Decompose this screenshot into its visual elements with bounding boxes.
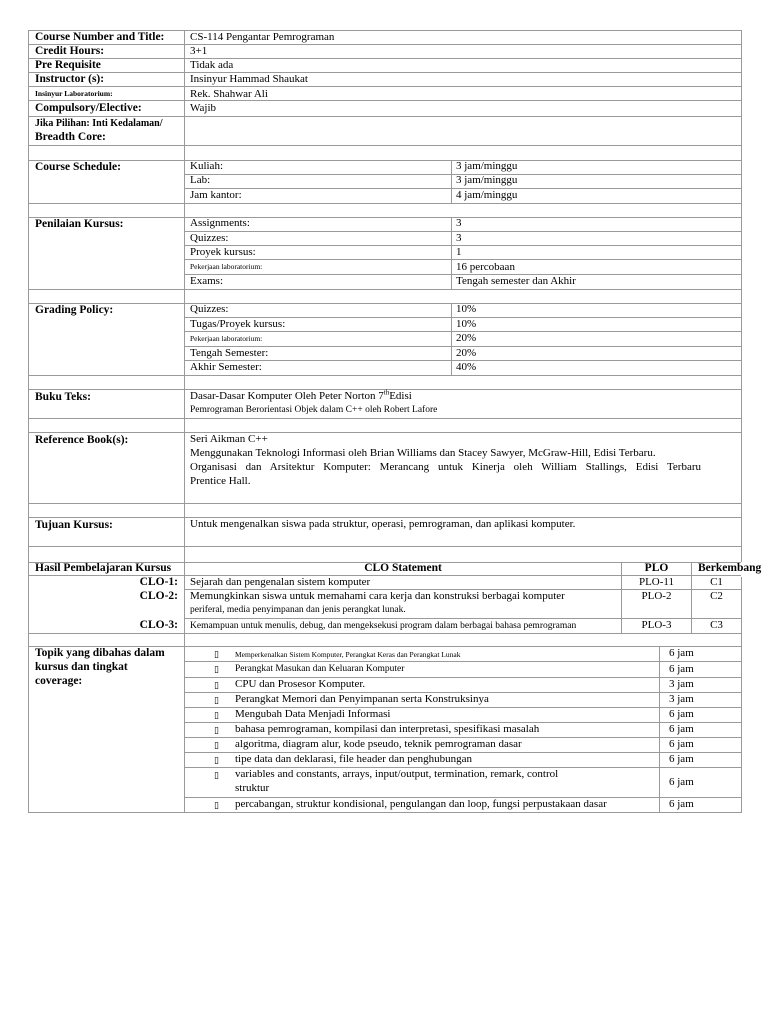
topic-hours: 6 jam — [669, 798, 694, 810]
topic-text: bahasa pemrograman, kompilasi dan interpretasi, spesifikasi masalah — [235, 723, 540, 735]
instructor-value: Insinyur Hammad Shaukat — [190, 73, 308, 85]
textbook-line1-tail: Edisi — [389, 390, 412, 402]
topic-hours: 3 jam — [669, 693, 694, 705]
topic-text: Perangkat Masukan dan Keluaran Komputer — [235, 664, 405, 674]
clo-level: C2 — [710, 590, 723, 602]
topics-label-line2: kursus dan tingkat — [35, 661, 128, 673]
textbook-line1 — [190, 390, 412, 403]
clo-header-level: Berkembang — [698, 562, 762, 574]
assessment-item: Quizzes: — [190, 232, 229, 244]
grading-item: Pekerjaan laboratorium: — [190, 334, 263, 343]
clo-id: CLO-1: — [139, 576, 178, 588]
checkbox-bullet-icon: ▯ — [214, 680, 219, 690]
course-objective-value: Untuk mengenalkan siswa pada struktur, operasi, pemrograman, dan aplikasi komputer. — [190, 518, 576, 530]
topic-hours: 6 jam — [669, 776, 694, 788]
topic-text: tipe data dan deklarasi, file header dan penghubungan — [235, 753, 473, 765]
clo-statement-line2: periferal, media penyimpanan dan jenis perangkat lunak. — [190, 605, 406, 615]
topic-hours: 6 jam — [669, 708, 694, 720]
grading-value: 20% — [456, 347, 477, 359]
topic-hours: 3 jam — [669, 678, 694, 690]
grading-item: Tugas/Proyek kursus: — [190, 318, 286, 330]
schedule-item: Jam kantor: — [190, 189, 242, 201]
course-objective-label: Tujuan Kursus: — [35, 519, 113, 531]
checkbox-bullet-icon: ▯ — [214, 770, 219, 780]
assessment-value: Tengah semester dan Akhir — [456, 275, 576, 287]
reference-line: Prentice Hall. — [190, 475, 251, 487]
clo-header-statement: CLO Statement — [364, 562, 442, 574]
topic-text: CPU dan Prosesor Komputer. — [235, 678, 366, 690]
topic-text: Mengubah Data Menjadi Informasi — [235, 708, 391, 720]
topic-hours: 6 jam — [669, 753, 694, 765]
topic-text: algoritma, diagram alur, kode pseudo, teknik pemrograman dasar — [235, 738, 522, 750]
clo-plo: PLO-2 — [641, 590, 672, 602]
reference-books-label: Reference Book(s): — [35, 434, 129, 446]
clo-level: C1 — [710, 576, 723, 588]
reference-line: Organisasi dan Arsitektur Komputer: Merancang untuk Kinerja oleh William Stallings, Edisi Terbaru — [190, 461, 701, 473]
reference-line: Menggunakan Teknologi Informasi oleh Brian Williams dan Stacey Sawyer, McGraw-Hill, Edisi Terbaru. — [190, 447, 656, 459]
grading-item: Tengah Semester: — [190, 347, 269, 359]
topic-text-line2: struktur — [235, 782, 270, 794]
topic-text: variables and constants, arrays, input/output, termination, remark, control — [235, 768, 559, 780]
lab-instructor-value: Rek. Shahwar Ali — [190, 88, 268, 100]
grading-value: 40% — [456, 361, 477, 373]
schedule-item: Kuliah: — [190, 160, 223, 172]
schedule-item: Lab: — [190, 174, 211, 186]
pre-requisite-value: Tidak ada — [190, 59, 234, 71]
clo-statement: Memungkinkan siswa untuk memahami cara kerja dan konstruksi berbagai komputer — [190, 590, 565, 602]
assessment-label: Penilaian Kursus: — [35, 218, 124, 230]
clo-statement: Kemampuan untuk menulis, debug, dan mengeksekusi program dalam berbagai bahasa pemrograman — [190, 621, 577, 631]
assessment-value: 1 — [456, 246, 462, 258]
checkbox-bullet-icon: ▯ — [214, 649, 219, 659]
schedule-value: 4 jam/minggu — [456, 189, 518, 201]
checkbox-bullet-icon: ▯ — [214, 755, 219, 765]
clo-section-label: Hasil Pembelajaran Kursus — [35, 562, 172, 574]
textbook-label: Buku Teks: — [35, 391, 91, 403]
topics-label-line3: coverage: — [35, 675, 83, 687]
clo-id: CLO-3: — [139, 619, 178, 631]
checkbox-bullet-icon: ▯ — [214, 710, 219, 720]
assessment-item: Assignments: — [190, 217, 250, 229]
lab-instructor-label: Insinyur Laboratorium: — [35, 89, 113, 98]
checkbox-bullet-icon: ▯ — [214, 740, 219, 750]
grading-item: Quizzes: — [190, 303, 229, 315]
pre-requisite-label: Pre Requisite — [35, 59, 101, 71]
credit-hours-value: 3+1 — [190, 45, 208, 57]
grading-policy-label: Grading Policy: — [35, 304, 114, 316]
compulsory-value: Wajib — [190, 102, 216, 114]
assessment-item: Proyek kursus: — [190, 246, 256, 258]
elective-core-label-line2: Breadth Core: — [35, 131, 106, 143]
clo-header-plo: PLO — [644, 562, 669, 574]
topic-hours: 6 jam — [669, 738, 694, 750]
topic-text: Memperkenalkan Sistem Komputer, Perangkat Keras dan Perangkat Lunak — [235, 650, 461, 659]
checkbox-bullet-icon: ▯ — [214, 725, 219, 735]
clo-id: CLO-2: — [139, 590, 178, 602]
checkbox-bullet-icon: ▯ — [214, 800, 219, 810]
assessment-value: 16 percobaan — [456, 261, 515, 273]
topic-hours: 6 jam — [669, 663, 694, 675]
assessment-value: 3 — [456, 232, 462, 244]
textbook-line1-text: Dasar-Dasar Komputer Oleh Peter Norton 7 — [190, 390, 384, 402]
compulsory-label: Compulsory/Elective: — [35, 102, 142, 114]
schedule-value: 3 jam/minggu — [456, 160, 518, 172]
textbook-line2: Pemrograman Berorientasi Objek dalam C++ oleh Robert Lafore — [190, 405, 438, 415]
clo-statement: Sejarah dan pengenalan sistem komputer — [190, 576, 371, 588]
checkbox-bullet-icon: ▯ — [214, 664, 219, 674]
grading-value: 10% — [456, 318, 477, 330]
topic-hours: 6 jam — [669, 647, 694, 659]
elective-core-label-line1: Jika Pilihan: Inti Kedalaman/ — [35, 118, 163, 129]
clo-plo: PLO-3 — [641, 619, 672, 631]
reference-line: Seri Aikman C++ — [190, 433, 268, 445]
course-schedule-label: Course Schedule: — [35, 161, 121, 173]
topic-text: percabangan, struktur kondisional, pengulangan dan loop, fungsi perpustakaan dasar — [235, 798, 607, 810]
grading-value: 20% — [456, 332, 477, 344]
schedule-value: 3 jam/minggu — [456, 174, 518, 186]
topic-text: Perangkat Memori dan Penyimpanan serta Konstruksinya — [235, 693, 489, 705]
textbook-line1-sup: th — [383, 388, 390, 397]
clo-plo: PLO-11 — [638, 576, 675, 588]
assessment-value: 3 — [456, 217, 462, 229]
course-number-title-label: Course Number and Title: — [35, 31, 165, 43]
credit-hours-label: Credit Hours: — [35, 45, 105, 57]
grading-value: 10% — [456, 303, 477, 315]
topics-label-line1: Topik yang dibahas dalam — [35, 647, 165, 659]
course-number-title-value: CS-114 Pengantar Pemrograman — [190, 31, 335, 43]
assessment-item: Pekerjaan laboratorium: — [190, 262, 263, 271]
instructor-label: Instructor (s): — [35, 73, 105, 85]
assessment-item: Exams: — [190, 275, 223, 287]
grading-item: Akhir Semester: — [190, 361, 262, 373]
topic-hours: 6 jam — [669, 723, 694, 735]
clo-level: C3 — [710, 619, 723, 631]
checkbox-bullet-icon: ▯ — [214, 695, 219, 705]
